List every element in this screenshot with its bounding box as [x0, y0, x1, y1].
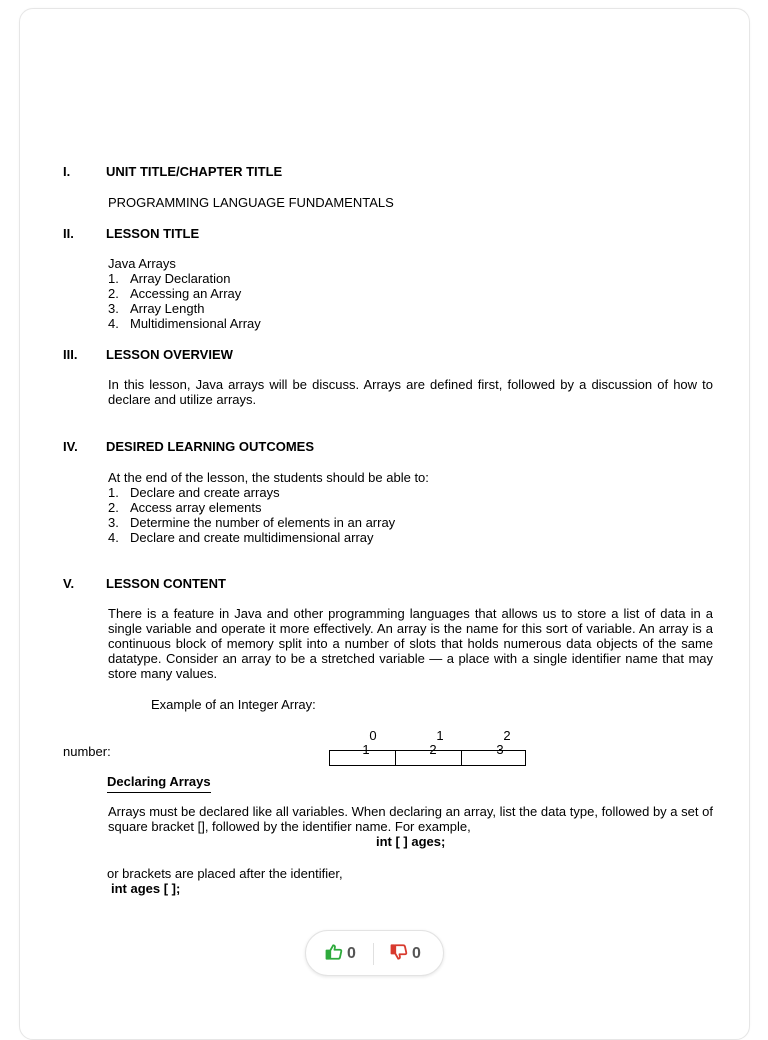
array-cell-divider [395, 751, 396, 765]
lesson-title-block [108, 256, 713, 331]
declaring-paragraph: Arrays must be declared like all variables. When declaring an array, list the data type, followed by a set of square bracket [], followed by the identifier name. For example, [108, 804, 713, 834]
list-item: 3. Array Length [108, 301, 205, 316]
section-title-overview: LESSON OVERVIEW [106, 347, 233, 362]
like-button[interactable] [325, 943, 356, 965]
list-item: 1. Declare and create arrays [108, 485, 280, 500]
list-item: 4. Multidimensional Array [108, 316, 261, 331]
section-numeral-3: III. [63, 347, 78, 362]
example-label: Example of an Integer Array: [151, 697, 316, 712]
array-value-0: 1 [362, 742, 370, 757]
array-index-1: 1 [436, 728, 444, 743]
list-item: 4. Declare and create multidimensional array [108, 530, 374, 545]
array-cell-divider [461, 751, 462, 765]
overview-paragraph: In this lesson, Java arrays will be discuss. Arrays are defined first, followed by a discussion of how to declare and utilize arrays. [108, 377, 713, 407]
unit-title-text: PROGRAMMING LANGUAGE FUNDAMENTALS [108, 195, 394, 210]
code-example-suffix-brackets: int ages [ ]; [111, 881, 181, 896]
code-example-prefix-brackets: int [ ] ages; [376, 834, 446, 849]
section-numeral-1: I. [63, 164, 71, 179]
outcomes-list [108, 485, 713, 545]
lesson-topics-list [108, 271, 713, 331]
lesson-name: Java Arrays [108, 256, 176, 271]
outcomes-block [108, 470, 713, 545]
array-index-2: 2 [503, 728, 511, 743]
array-value-2: 3 [496, 742, 504, 757]
list-item: 2. Access array elements [108, 500, 262, 515]
array-value-1: 2 [429, 742, 437, 757]
section-title-lesson: LESSON TITLE [106, 226, 200, 241]
alt-declaration-text: or brackets are placed after the identifier, [107, 866, 343, 881]
section-title-unit: UNIT TITLE/CHAPTER TITLE [106, 164, 283, 179]
dislike-button[interactable] [390, 943, 421, 965]
dislike-count: 0 [412, 945, 421, 962]
declaring-arrays-heading: Declaring Arrays [107, 774, 211, 793]
thumbs-up-icon [325, 943, 343, 966]
array-name-label: number: [63, 744, 111, 759]
content-paragraph: There is a feature in Java and other programming languages that allows us to store a list of data in a single variable and operate it more effectively. An array is the name for this sort of variable. An array is a continuous block of memory split into a number of slots that holds numerous data objects of the same datatype. Consider an array to be a stretched variable — a place with a single identifier name that may store many values. [108, 606, 713, 681]
list-item: 1. Array Declaration [108, 271, 231, 286]
section-numeral-5: V. [63, 576, 75, 591]
outcomes-intro: At the end of the lesson, the students should be able to: [108, 470, 429, 485]
thumbs-down-icon [390, 943, 408, 966]
list-item: 2. Accessing an Array [108, 286, 242, 301]
section-numeral-2: II. [63, 226, 74, 241]
section-title-outcomes: DESIRED LEARNING OUTCOMES [106, 439, 315, 454]
like-count: 0 [347, 945, 356, 962]
list-item: 3. Determine the number of elements in an array [108, 515, 396, 530]
section-numeral-4: IV. [63, 439, 78, 454]
section-title-content: LESSON CONTENT [106, 576, 226, 591]
array-index-0: 0 [369, 728, 377, 743]
vote-widget [305, 930, 444, 976]
vote-divider [373, 943, 374, 965]
